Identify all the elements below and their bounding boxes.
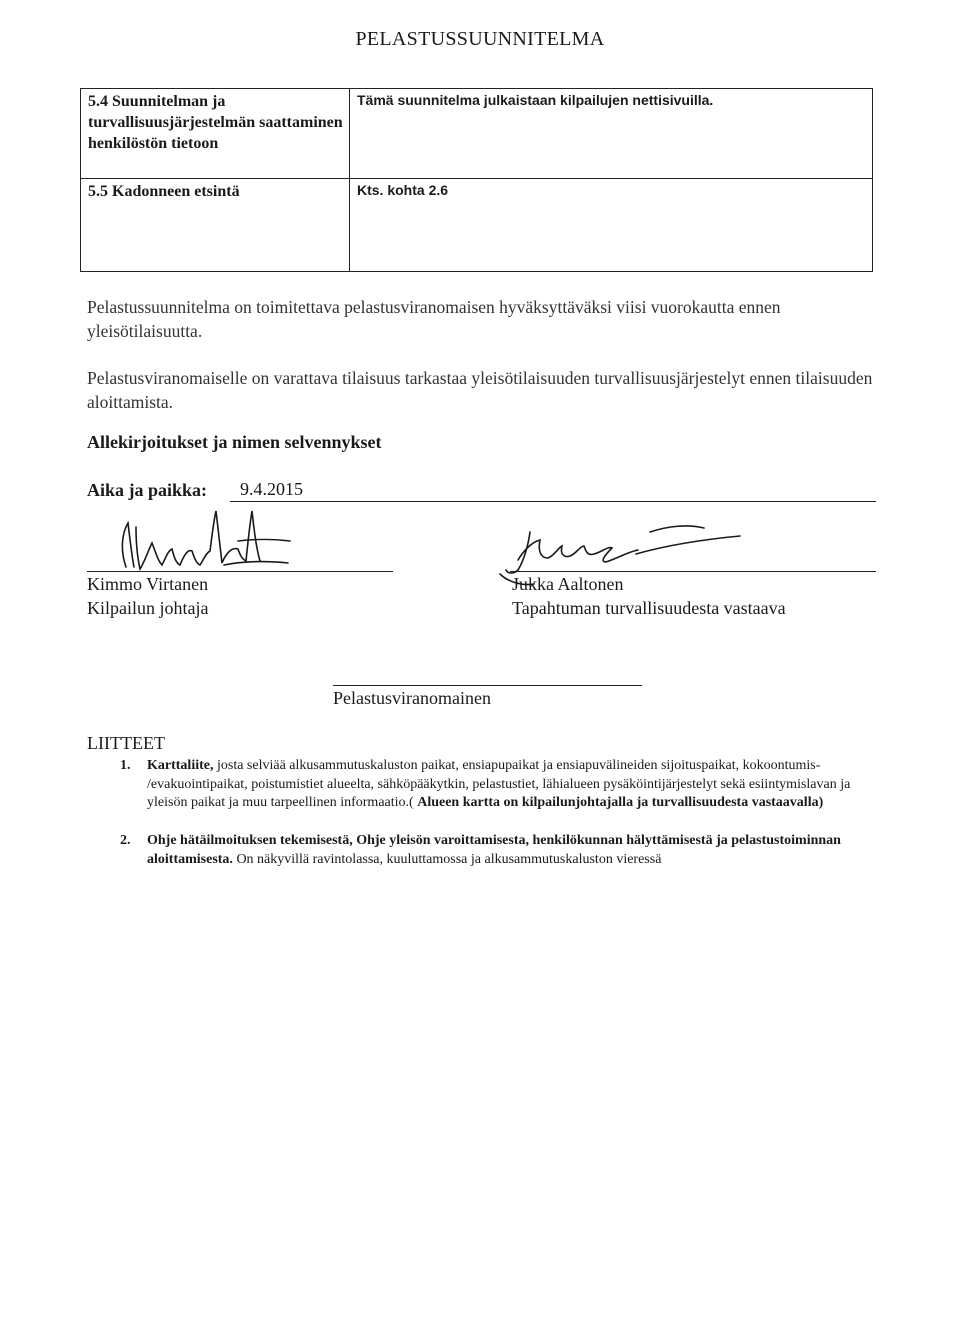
signature-left-image	[112, 505, 297, 575]
signer-role-left: Kilpailun johtaja	[87, 598, 209, 618]
attachment-lead: Ohje hätäilmoituksen tekemisestä, Ohje yleisön varoittamisesta, henkilökunnan hälyttämisestä ja pelastustoiminnan aloittamisesta.	[147, 833, 841, 867]
table-row-label: 5.5 Kadonneen etsintä	[88, 183, 240, 200]
date-value: 9.4.2015	[240, 479, 303, 499]
signer-role-right: Tapahtuman turvallisuudesta vastaava	[512, 598, 786, 618]
attachments-title: LIITTEET	[87, 733, 165, 753]
attachment-number: 2.	[120, 833, 131, 848]
attachment-lead: Karttaliite,	[147, 758, 214, 773]
authority-label: Pelastusviranomainen	[333, 688, 491, 708]
info-table	[80, 88, 873, 272]
paragraph: Pelastussuunnitelma on toimitettava pelastusviranomaisen hyväksyttäväksi viisi vuorokautta ennen yleisötilaisuutta.	[87, 297, 781, 341]
page-title: PELASTUSSUUNNITELMA	[355, 28, 605, 50]
table-row-value: Kts. kohta 2.6	[357, 182, 449, 198]
date-line	[230, 501, 876, 502]
table-row-value: Tämä suunnitelma julkaistaan kilpailujen nettisivuilla.	[357, 92, 714, 108]
table-row-label: 5.4 Suunnitelman ja turvallisuusjärjestelmän saattaminen henkilöstön tietoon	[88, 93, 343, 152]
attachment-number: 1.	[120, 758, 131, 773]
table-column-divider	[349, 89, 350, 271]
date-label: Aika ja paikka:	[87, 480, 208, 500]
attachment-tail: Alueen kartta on kilpailunjohtajalla ja turvallisuudesta vastaavalla)	[417, 795, 824, 810]
attachment-text: josta selviää alkusammutuskaluston paikat, ensiapupaikat ja ensiapuvälineiden sijoituspaikat, kokoontumis- /evakuointipaikat, poistumistiet alueelta, sähköpääkytkin, pelastustiet, lähialueen pysäköintijärjestelyt sekä esiintymislavan ja yleisön paikat ja muu tarpeellinen informaatio.(	[147, 758, 851, 810]
paragraph: Pelastusviranomaiselle on varattava tilaisuus tarkastaa yleisötilaisuuden turvallisuusjärjestelyt ennen tilaisuuden aloittamista.	[87, 368, 873, 412]
signer-name-right: Jukka Aaltonen	[512, 574, 624, 594]
attachment-text: On näkyvillä ravintolassa, kuuluttamossa ja alkusammutuskaluston vieressä	[236, 851, 662, 867]
signatures-heading: Allekirjoitukset ja nimen selvennykset	[87, 432, 382, 452]
signer-name-left: Kimmo Virtanen	[87, 574, 209, 594]
table-row-divider	[81, 178, 872, 179]
